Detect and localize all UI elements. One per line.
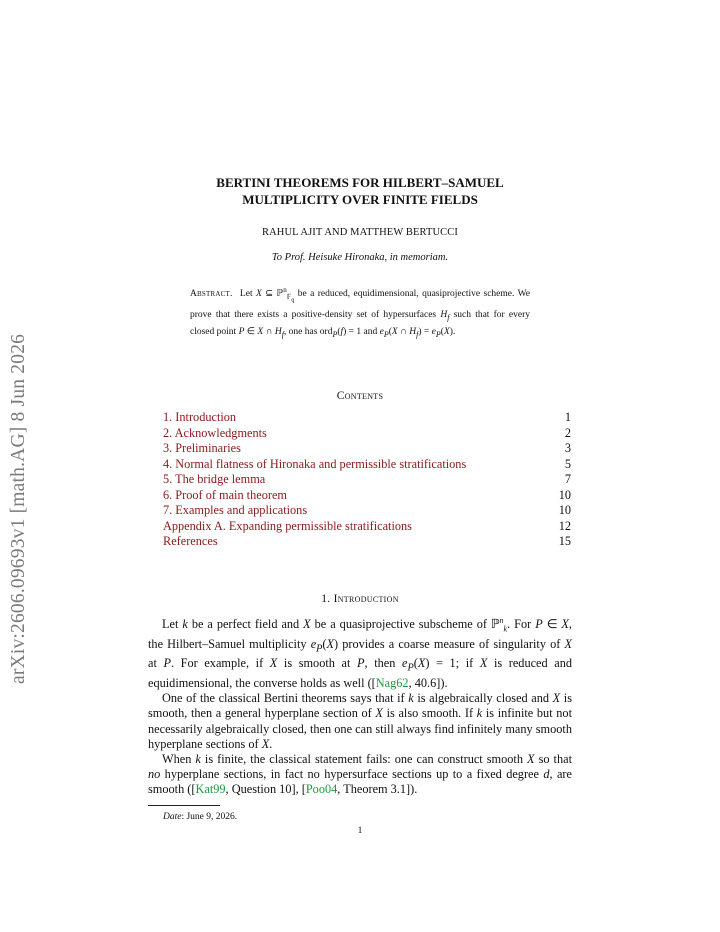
toc-link[interactable]: 6. Proof of main theorem xyxy=(163,487,287,502)
page-number: 1 xyxy=(357,826,363,836)
toc-entry-appendix-a[interactable] xyxy=(163,519,571,535)
toc-link[interactable]: 2. Acknowledgments xyxy=(163,425,267,440)
toc-link[interactable]: References xyxy=(163,534,218,548)
paragraph: Let k be a perfect field and X be a quasiprojective subscheme of ℙ$^n_k$. For P ∈ X, the Hilbert–Samuel multiplicity $e_P(X)$ provides a coarse measure of singularity of X at P. For example, if X is smooth at P, then $e_P(X) = 1$; if X is reduced and equidimensional, the converse holds as well ([Nag62, 40.6]). xyxy=(148,616,573,691)
contents-heading: Contents xyxy=(336,390,384,402)
toc-page: 3 xyxy=(564,441,571,455)
citation-locator: Question 10 xyxy=(231,782,292,797)
paragraph: When k is finite, the classical statement fails: one can construct smooth X so that no hyperplane sections, in fact no hypersurface sections up to a fixed degree d, are smooth ([Kat99, Question 10], [Poo04, Theorem 3.1]). xyxy=(148,752,572,797)
section-heading: 1. Introduction xyxy=(321,593,399,605)
toc-entry-acknowledgments[interactable] xyxy=(163,426,571,442)
paragraph: One of the classical Bertini theorems says that if k is algebraically closed and X is smooth, then a general hyperplane section of X is also smooth. If k is infinite but not necessarily algebraically closed, then one can still always find infinitely many smooth hyperplane sections of X. xyxy=(148,691,572,751)
toc-page: 1 xyxy=(564,410,571,424)
toc-entry-preliminaries[interactable] xyxy=(163,441,571,457)
table-of-contents xyxy=(163,410,571,550)
toc-link[interactable]: 4. Normal flatness of Hironaka and permissible stratifications xyxy=(163,456,467,471)
abstract: Abstract. Let X ⊆ ℙ$^n_{𝔽_q}$ be a reduced, equidimensional, quasiprojective scheme. We prove that there exists a positive-density set of hypersurfaces $H_f$ such that for every closed point P ∈ X ∩ $H_f$, one has ord$_P$(f) = 1 and $e_P(X$ ∩ $H_f) = e_P(X)$. xyxy=(190,286,530,340)
authors: RAHUL AJIT AND MATTHEW BERTUCCI xyxy=(262,227,458,238)
toc-entry-bridge-lemma[interactable] xyxy=(163,472,571,488)
toc-link[interactable]: 5. The bridge lemma xyxy=(163,472,266,486)
footnote-value: June 9, 2026. xyxy=(186,812,238,822)
citation-link[interactable]: Nag62 xyxy=(375,676,409,691)
toc-entry-normal-flatness[interactable] xyxy=(163,457,571,473)
title-line-2: MULTIPLICITY OVER FINITE FIELDS xyxy=(242,192,478,207)
citation-locator: 40.6 xyxy=(414,676,437,691)
body-text xyxy=(148,613,572,798)
dedication: To Prof. Heisuke Hironaka, in memoriam. xyxy=(271,252,449,263)
toc-entry-proof[interactable] xyxy=(163,488,571,504)
toc-page: 2 xyxy=(564,425,571,440)
toc-link[interactable]: 7. Examples and applications xyxy=(163,503,308,517)
toc-page: 10 xyxy=(558,487,571,502)
footnote-key: Date xyxy=(163,812,182,822)
toc-page: 7 xyxy=(564,472,571,486)
toc-link[interactable]: Appendix A. Expanding permissible stratifications xyxy=(163,518,412,533)
citation-locator: Theorem 3.1 xyxy=(343,782,407,797)
citation-link[interactable]: Poo04 xyxy=(305,782,338,797)
toc-link[interactable]: 1. Introduction xyxy=(163,410,237,424)
toc-page: 15 xyxy=(558,534,571,548)
footnote: Date: June 9, 2026. xyxy=(163,812,238,822)
toc-entry-introduction[interactable] xyxy=(163,410,571,426)
paper-title xyxy=(0,174,720,208)
toc-page: 5 xyxy=(564,456,571,471)
toc-page: 10 xyxy=(558,503,571,517)
citation-link[interactable]: Kat99 xyxy=(195,782,226,797)
title-line-1: BERTINI THEOREMS FOR HILBERT–SAMUEL xyxy=(216,175,504,190)
toc-entry-references[interactable] xyxy=(163,534,571,550)
abstract-heading: Abstract. xyxy=(190,289,233,300)
footnote-rule xyxy=(148,805,220,806)
toc-link[interactable]: 3. Preliminaries xyxy=(163,441,241,455)
toc-page: 12 xyxy=(558,518,571,533)
arxiv-stamp: arXiv:2606.09693v1 [math.AG] 8 Jun 2026 xyxy=(8,333,29,684)
toc-entry-examples[interactable] xyxy=(163,503,571,519)
